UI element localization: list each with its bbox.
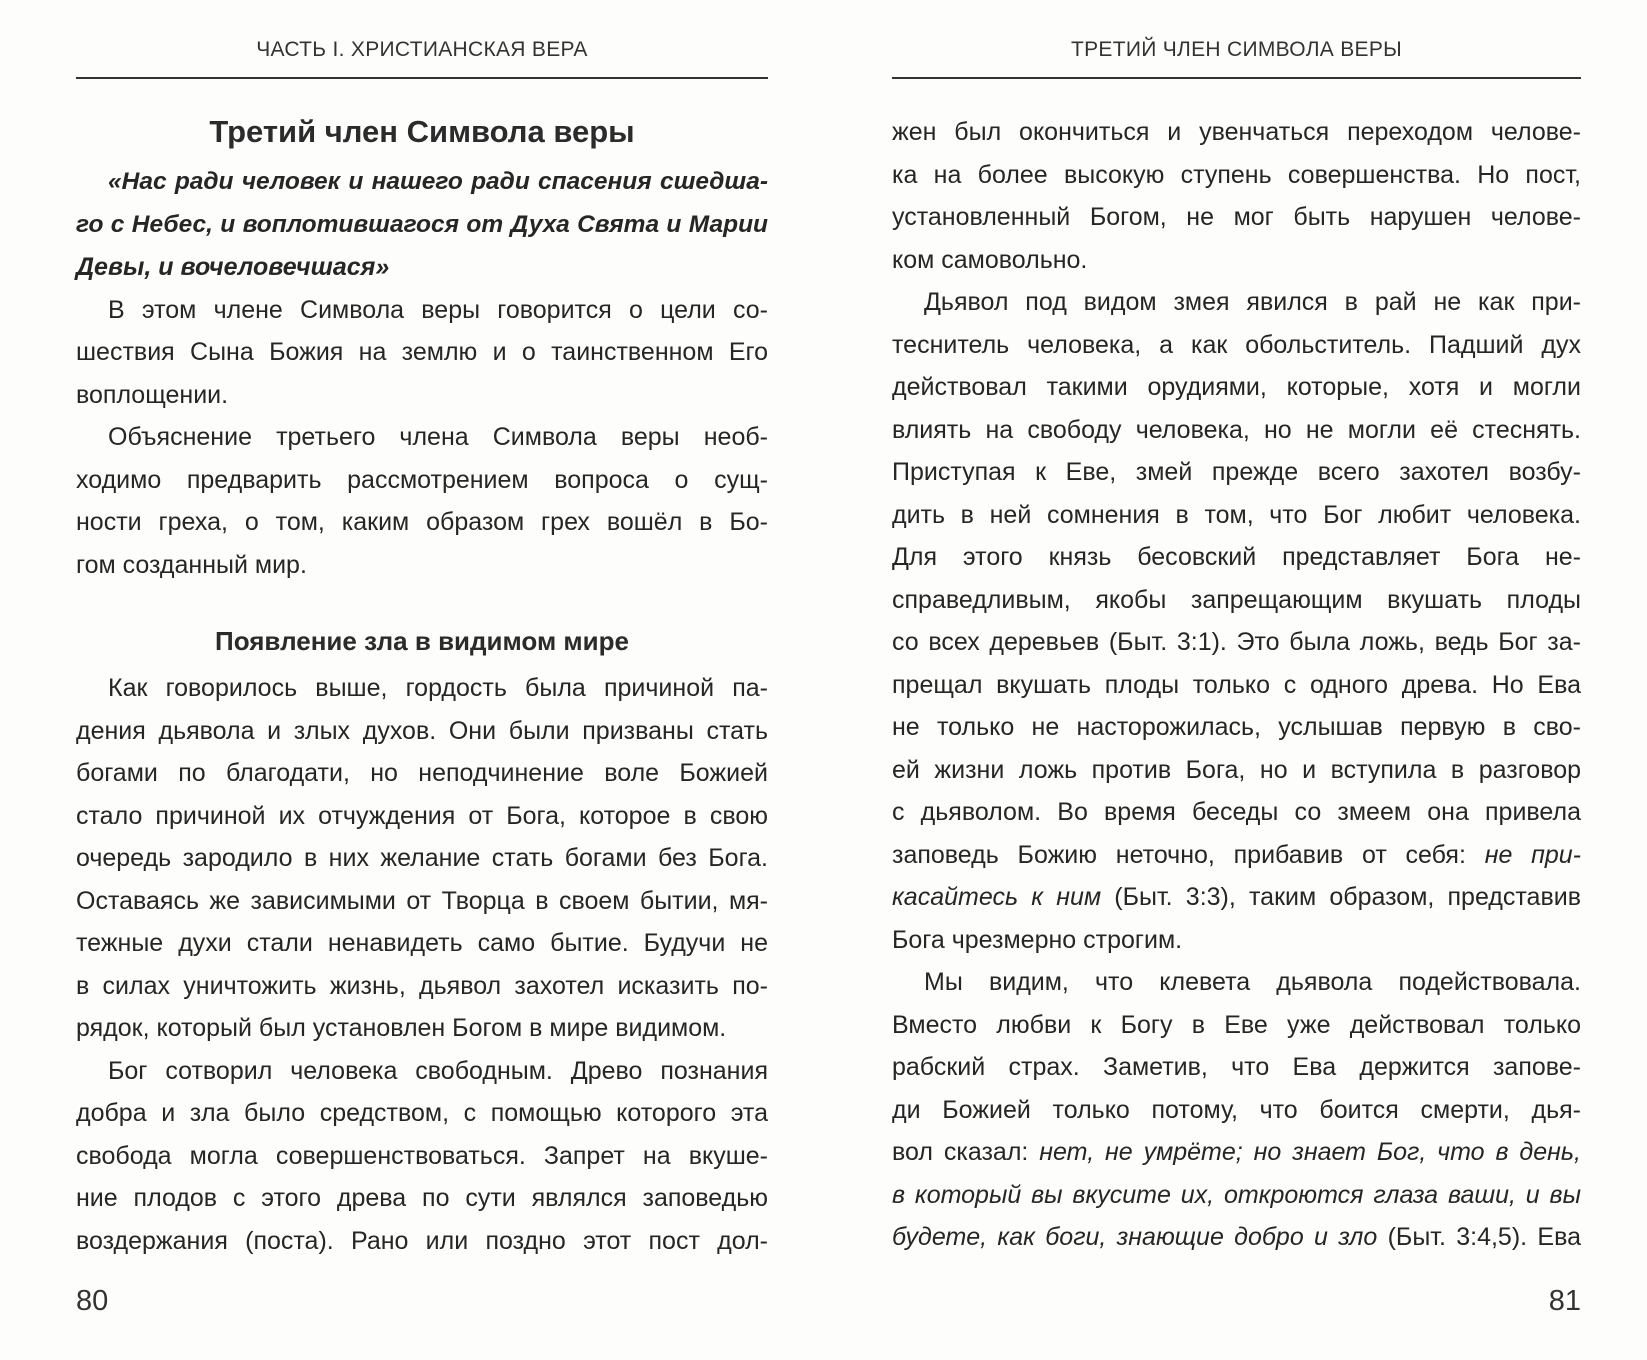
text-segment: Вместо любви к Богу в Еве уже действовал только xyxy=(892,1010,1581,1039)
text-line xyxy=(892,579,1581,622)
text-segment: ходимо предварить рассмотрением вопроса о сущ- xyxy=(76,465,768,494)
text-segment: тежные духи стали ненавидеть само бытие. Будучи не xyxy=(76,929,768,957)
text-line xyxy=(76,880,768,923)
text-line xyxy=(892,111,1581,154)
text-segment: Мы видим, что клевета дьявола подействовала. xyxy=(924,968,1581,996)
text-line xyxy=(76,922,768,965)
text-segment: очередь зародило в них желание стать богами без Бога. xyxy=(76,844,768,872)
text-line xyxy=(76,1177,768,1220)
text-line xyxy=(76,1220,768,1263)
text-segment: (Быт. 3:4,5). Ева xyxy=(1377,1223,1581,1251)
text-segment: дить в ней сомнения в том, что Бог любит человека. xyxy=(892,500,1581,529)
text-block xyxy=(76,667,768,1262)
text-line xyxy=(892,621,1581,664)
italic-text: в который вы вкусите их, откроются глаза ваши, и вы xyxy=(892,1180,1581,1209)
text-line xyxy=(892,366,1581,409)
text-segment: Для этого князь бесовский представляет Бога не- xyxy=(892,543,1581,571)
text-segment: Приступая к Еве, змей прежде всего захотел возбу- xyxy=(892,458,1581,486)
text-segment: шествия Сына Божия на землю и о таинственном Его xyxy=(76,338,768,366)
text-segment: установленный Богом, не мог быть нарушен челове- xyxy=(892,203,1581,231)
text-line xyxy=(892,1174,1581,1217)
text-segment: (Быт. 3:3), таким образом, представив xyxy=(1101,883,1581,911)
text-segment: го с Небес, и воплотившагося от Духа Свята и Марии xyxy=(76,210,768,238)
text-line xyxy=(76,331,768,374)
text-line xyxy=(892,1216,1581,1259)
italic-text: нет, не умрёте; но знает Бог, что в день, xyxy=(1039,1138,1581,1166)
text-segment: В этом члене Символа веры говорится о цели со- xyxy=(108,295,768,324)
text-line xyxy=(76,459,768,502)
text-segment: стало причиной их отчуждения от Бога, которое в свою xyxy=(76,801,768,830)
text-line xyxy=(76,710,768,753)
text-line xyxy=(76,1050,768,1093)
left-page xyxy=(76,0,768,1360)
text-line xyxy=(76,752,768,795)
text-line xyxy=(76,374,768,417)
text-segment: ние плодов с этого древа по сути являлся заповедью xyxy=(76,1184,768,1212)
text-segment: Девы, и вочеловечшася» xyxy=(76,253,390,281)
text-segment: дения дьявола и злых духов. Они были призваны стать xyxy=(76,716,768,745)
text-line xyxy=(892,281,1581,324)
text-line xyxy=(892,664,1581,707)
text-segment: рабский страх. Заметив, что Ева держится запове- xyxy=(892,1053,1581,1081)
text-line xyxy=(76,544,768,587)
text-segment: воплощении. xyxy=(76,380,229,409)
text-line xyxy=(76,965,768,1008)
text-line xyxy=(76,501,768,544)
text-line xyxy=(892,961,1581,1004)
section-heading: Появление зла в видимом мире xyxy=(215,626,629,656)
right-page xyxy=(892,0,1581,1360)
text-segment: со всех деревьев (Быт. 3:1). Это была ложь, ведь Бог за- xyxy=(892,628,1581,656)
text-segment: Дьявол под видом змея явился в рай не как при- xyxy=(924,288,1581,316)
text-segment: Оставаясь же зависимыми от Творца в своем бытии, мя- xyxy=(76,886,768,915)
text-segment: гом созданный мир. xyxy=(76,550,307,579)
text-segment: ей жизни ложь против Бога, но и вступила в разговор xyxy=(892,755,1581,784)
text-segment: с дьяволом. Во время беседы со змеем она привела xyxy=(892,798,1581,826)
text-line xyxy=(892,1004,1581,1047)
text-line xyxy=(892,1046,1581,1089)
text-segment: жен был окончиться и увенчаться переходом челове- xyxy=(892,118,1581,146)
text-block xyxy=(892,111,1581,1259)
text-segment: теснитель человека, а как обольститель. Падший дух xyxy=(892,330,1581,359)
text-line xyxy=(892,1131,1581,1174)
text-segment: Как говорилось выше, гордость была причиной па- xyxy=(108,674,768,702)
text-segment: Объяснение третьего члена Символа веры необ- xyxy=(108,423,768,451)
running-head: ЧАСТЬ I. ХРИСТИАНСКАЯ ВЕРА xyxy=(256,38,588,61)
text-line xyxy=(892,536,1581,579)
text-segment: вол сказал: xyxy=(892,1138,1040,1166)
italic-text: будете, как боги, знающие добро и зло xyxy=(892,1223,1378,1251)
italic-text: не при- xyxy=(1484,840,1582,869)
text-segment: «Нас ради человек и нашего ради спасения сшедша- xyxy=(108,168,768,195)
text-line xyxy=(76,837,768,880)
italic-text: касайтесь к ним xyxy=(892,883,1102,911)
text-line xyxy=(76,795,768,838)
text-block xyxy=(76,161,768,586)
header-rule xyxy=(76,77,768,79)
text-segment: ди Божией только потому, что боится смерти, дья- xyxy=(892,1095,1581,1124)
text-segment: богами по благодати, но неподчинение воле Божией xyxy=(76,759,768,787)
text-segment: не только не насторожилась, услышав первую в сво- xyxy=(892,713,1581,741)
text-line xyxy=(892,154,1581,197)
text-segment: Бога чрезмерно строгим. xyxy=(892,925,1183,954)
text-line xyxy=(892,1089,1581,1132)
text-segment: заповедь Божию неточно, прибавив от себя: xyxy=(892,840,1485,869)
text-line xyxy=(892,834,1581,877)
text-line xyxy=(892,451,1581,494)
text-line xyxy=(892,196,1581,239)
text-segment: добра и зла было средством, с помощью которого эта xyxy=(76,1099,768,1127)
text-line xyxy=(76,246,768,289)
text-line xyxy=(76,289,768,332)
text-line xyxy=(76,416,768,459)
text-segment: действовал такими орудиями, которые, хотя и могли xyxy=(892,373,1581,401)
text-segment: влиять на свободу человека, но не могли её стеснять. xyxy=(892,415,1581,444)
text-segment: Бог сотворил человека свободным. Древо познания xyxy=(108,1056,768,1085)
text-line xyxy=(76,161,768,204)
text-line xyxy=(76,1135,768,1178)
text-segment: справедливым, якобы запрещающим вкушать плоды xyxy=(892,585,1581,614)
text-segment: ка на более высокую ступень совершенства. Но пост, xyxy=(892,160,1581,189)
text-line xyxy=(892,749,1581,792)
header-rule xyxy=(892,77,1581,79)
text-line xyxy=(76,667,768,710)
text-segment: прещал вкушать плоды только с одного древа. Но Ева xyxy=(892,670,1581,699)
chapter-title: Третий член Символа веры xyxy=(209,114,635,149)
text-line xyxy=(892,791,1581,834)
text-line xyxy=(76,1007,768,1050)
text-line xyxy=(76,204,768,247)
text-line xyxy=(892,706,1581,749)
text-segment: в силах уничтожить жизнь, дьявол захотел исказить по- xyxy=(76,971,768,1000)
text-line xyxy=(892,324,1581,367)
text-segment: рядок, который был установлен Богом в мире видимом. xyxy=(76,1014,727,1042)
text-segment: ком самовольно. xyxy=(892,245,1088,274)
text-line xyxy=(892,494,1581,537)
page-number: 81 xyxy=(1548,1285,1581,1317)
text-line xyxy=(892,409,1581,452)
text-line xyxy=(892,919,1581,962)
text-segment: воздержания (поста). Рано или поздно этот пост дол- xyxy=(76,1226,768,1255)
running-head: ТРЕТИЙ ЧЛЕН СИМВОЛА ВЕРЫ xyxy=(1070,38,1403,61)
text-line xyxy=(76,1092,768,1135)
page-number: 80 xyxy=(76,1285,109,1317)
text-line xyxy=(892,239,1581,282)
text-line xyxy=(892,876,1581,919)
text-segment: ности греха, о том, каким образом грех вошёл в Бо- xyxy=(76,508,768,536)
text-segment: свобода могла совершенствоваться. Запрет на вкуше- xyxy=(76,1141,768,1170)
